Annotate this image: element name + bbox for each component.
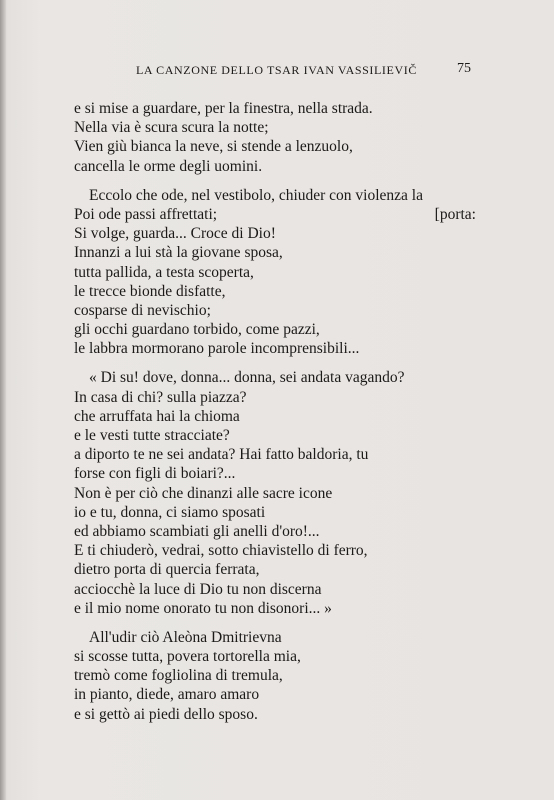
verse-line: acciocchè la luce di Dio tu non discerna	[74, 580, 322, 598]
verse-line: « Di su! dove, donna... donna, sei andata vagando?	[89, 369, 405, 387]
verse-line: Eccolo che ode, nel vestibolo, chiuder con violenza la	[89, 186, 423, 204]
verse-line: e si gettò ai piedi dello sposo.	[74, 705, 258, 723]
verse-line: tutta pallida, a testa scoperta,	[74, 263, 254, 281]
verse-line: Si volge, guarda... Croce di Dio!	[74, 225, 276, 243]
verse-line: cosparse di nevischio;	[74, 301, 211, 319]
verse-line: Vien giù bianca la neve, si stende a lenzuolo,	[74, 138, 353, 156]
verse-line-left: Poi ode passi affrettati;	[74, 205, 218, 223]
stanza-3	[74, 368, 476, 617]
verse-line: gli occhi guardano torbido, come pazzi,	[74, 321, 320, 339]
verse-line: ed abbiamo scambiati gli anelli d'oro!...	[74, 522, 320, 540]
verse-line: Non è per ciò che dinanzi alle sacre icone	[74, 484, 333, 502]
stanza-4	[74, 628, 476, 724]
verse-line: All'udir ciò Aleòna Dmitrievna	[89, 628, 282, 646]
verse-line-split	[74, 205, 476, 224]
verse-line: cancella le orme degli uomini.	[74, 157, 263, 175]
verse-line: Innanzi a lui stà la giovane sposa,	[74, 244, 283, 262]
verse-line: le labbra mormorano parole incomprensibili...	[74, 340, 360, 358]
stanza-2	[74, 186, 476, 359]
verse-line: e si mise a guardare, per la finestra, nella strada.	[74, 100, 373, 117]
verse-line: forse con figli di boiari?...	[74, 465, 236, 483]
verse-line: io e tu, donna, ci siamo sposati	[74, 503, 266, 521]
verse-line: E ti chiuderò, vedrai, sotto chiavistello di ferro,	[74, 542, 368, 560]
poem-text	[74, 99, 476, 724]
verse-line: in pianto, diede, amaro amaro	[74, 686, 260, 704]
book-spine-edge	[0, 0, 6, 800]
verse-line: si scosse tutta, povera tortorella mia,	[74, 648, 301, 666]
verse-line: a diporto te ne sei andata? Hai fatto baldoria, tu	[74, 446, 369, 464]
running-title: LA CANZONE DELLO TSAR IVAN VASSILIEVIČ	[136, 63, 417, 77]
verse-line: In casa di chi? sulla piazza?	[74, 388, 247, 406]
page-number: 75	[457, 61, 471, 76]
verse-line: tremò come fogliolina di tremula,	[74, 667, 283, 685]
verse-line: le trecce bionde disfatte,	[74, 282, 226, 300]
verse-line: dietro porta di quercia ferrata,	[74, 561, 260, 579]
verse-line: che arruffata hai la chioma	[74, 407, 240, 425]
verse-line: Nella via è scura scura la notte;	[74, 119, 269, 137]
verse-line-carryover: [porta:	[434, 205, 476, 223]
verse-line: e il mio nome onorato tu non disonori... »	[74, 599, 332, 617]
verse-line: e le vesti tutte stracciate?	[74, 427, 230, 444]
stanza-1	[74, 99, 476, 176]
